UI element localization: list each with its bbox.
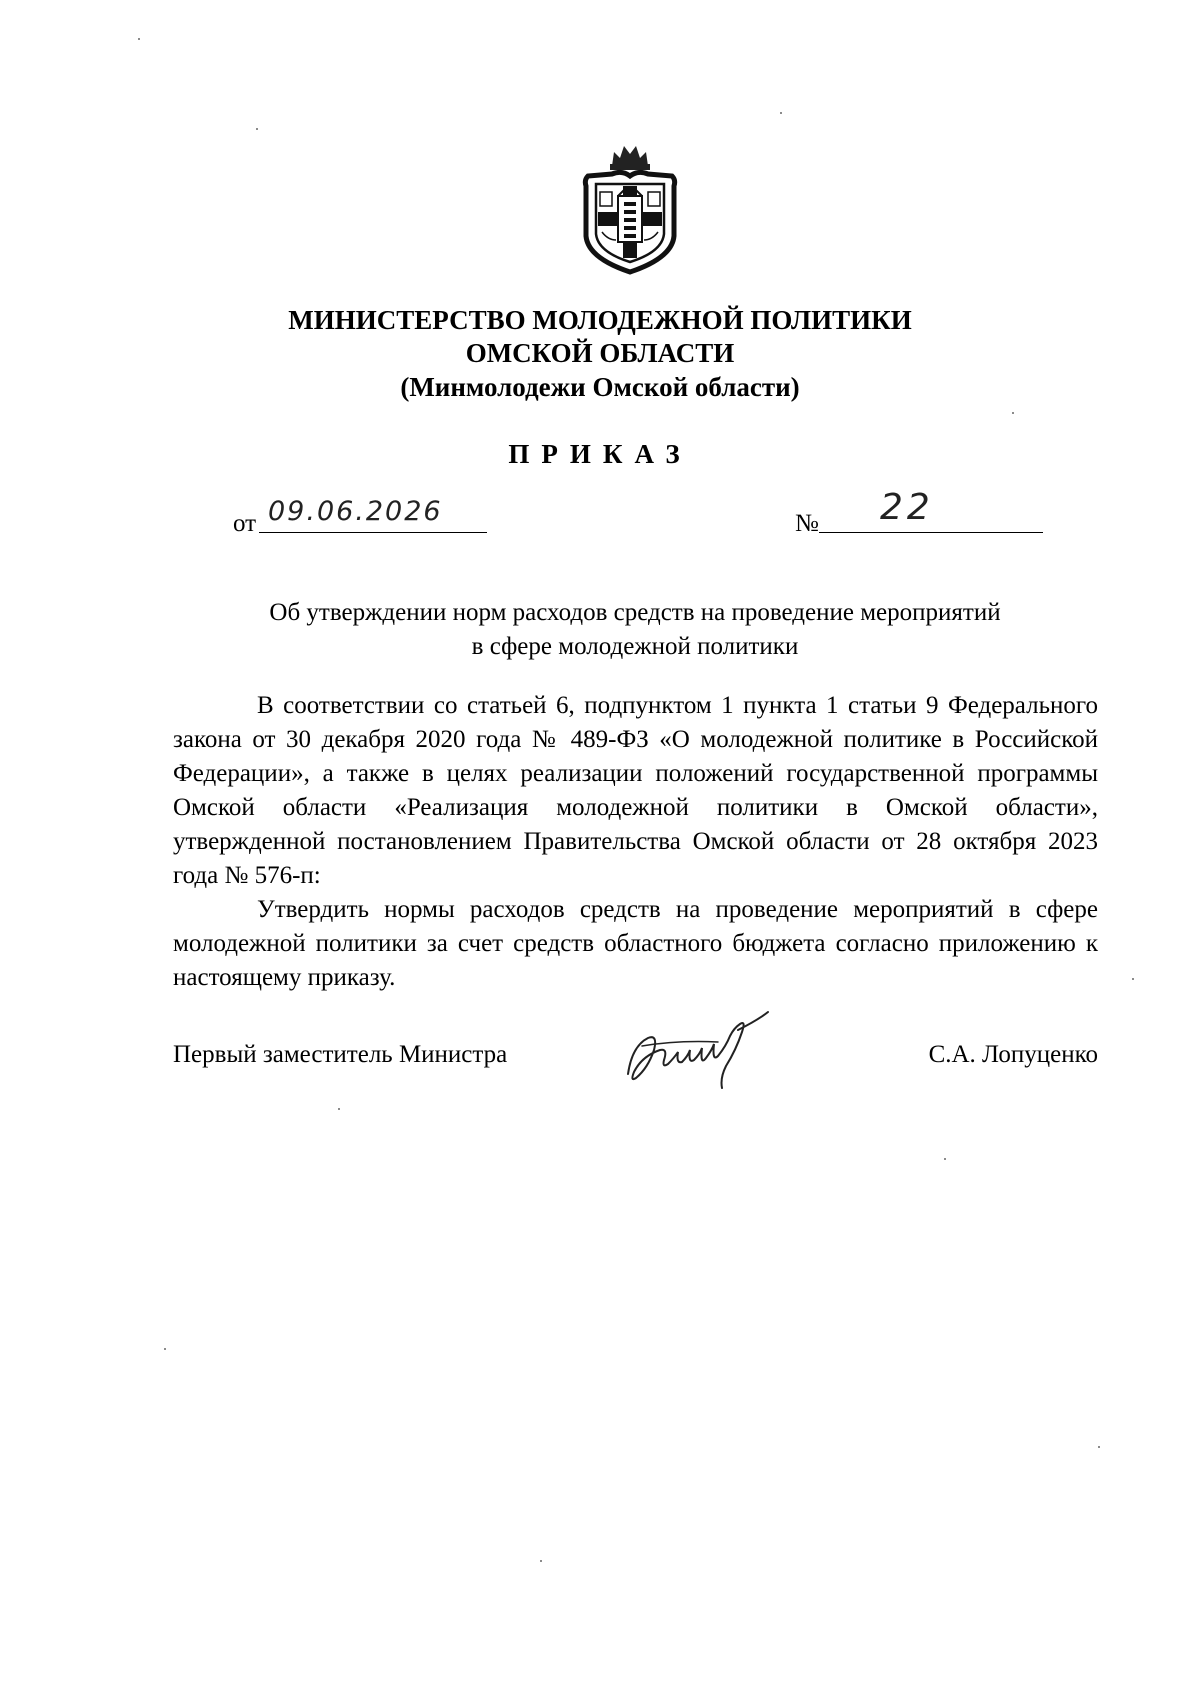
- signatory-position: Первый заместитель Министра: [173, 1041, 508, 1068]
- scan-speck: [256, 128, 258, 130]
- subject-line2: в сфере молодежной политики: [471, 633, 799, 660]
- ministry-name-line1: МИНИСТЕРСТВО МОЛОДЕЖНОЙ ПОЛИТИКИ: [288, 305, 912, 335]
- body-paragraph-2: Утвердить нормы расходов средств на проведение мероприятий в сфере молодежной политики за счет средств областного бюджета согласно приложению к настоящему приказу.: [173, 896, 1098, 991]
- scan-speck: [138, 38, 140, 40]
- number-underline: [819, 532, 1043, 533]
- date-value-handwritten: 09.06.2026: [268, 496, 443, 527]
- scan-speck: [1132, 978, 1134, 980]
- body-paragraph-1: В соответствии со статьей 6, подпунктом 1 пункта 1 статьи 9 Федерального закона от 30 декабря 2020 года № 489-ФЗ «О молодежной политике в Российской Федерации», а также в целях реализации положений государственной программы Омской области «Реализация молодежной политики в Омской области», утвержденной постановлением Правительства Омской области от 28 октября 2023 года № 576-п:: [173, 692, 1098, 889]
- scan-speck: [164, 1348, 166, 1350]
- ministry-name-line2: ОМСКОЙ ОБЛАСТИ: [465, 338, 735, 368]
- scan-speck: [1012, 412, 1014, 414]
- date-underline: [259, 532, 487, 533]
- number-value-handwritten: 22: [880, 487, 934, 528]
- signatory-name: С.А. Лопуценко: [928, 1041, 1098, 1068]
- coat-of-arms-emblem-icon: [578, 136, 682, 276]
- scan-speck: [338, 1108, 340, 1110]
- number-label: №: [795, 510, 819, 537]
- ministry-short-name: (Минмолодежи Омской области): [400, 372, 800, 402]
- scan-speck: [540, 1560, 542, 1562]
- subject-line1: Об утверждении норм расходов средств на проведение мероприятий: [269, 599, 1001, 626]
- scan-speck: [1098, 1446, 1100, 1448]
- body-text: [173, 689, 1098, 995]
- document-title: ПРИКАЗ: [508, 439, 692, 469]
- scan-speck: [780, 112, 782, 114]
- handwritten-signature-icon: [618, 1006, 798, 1096]
- scan-speck: [944, 1158, 946, 1160]
- date-label: от: [233, 510, 257, 537]
